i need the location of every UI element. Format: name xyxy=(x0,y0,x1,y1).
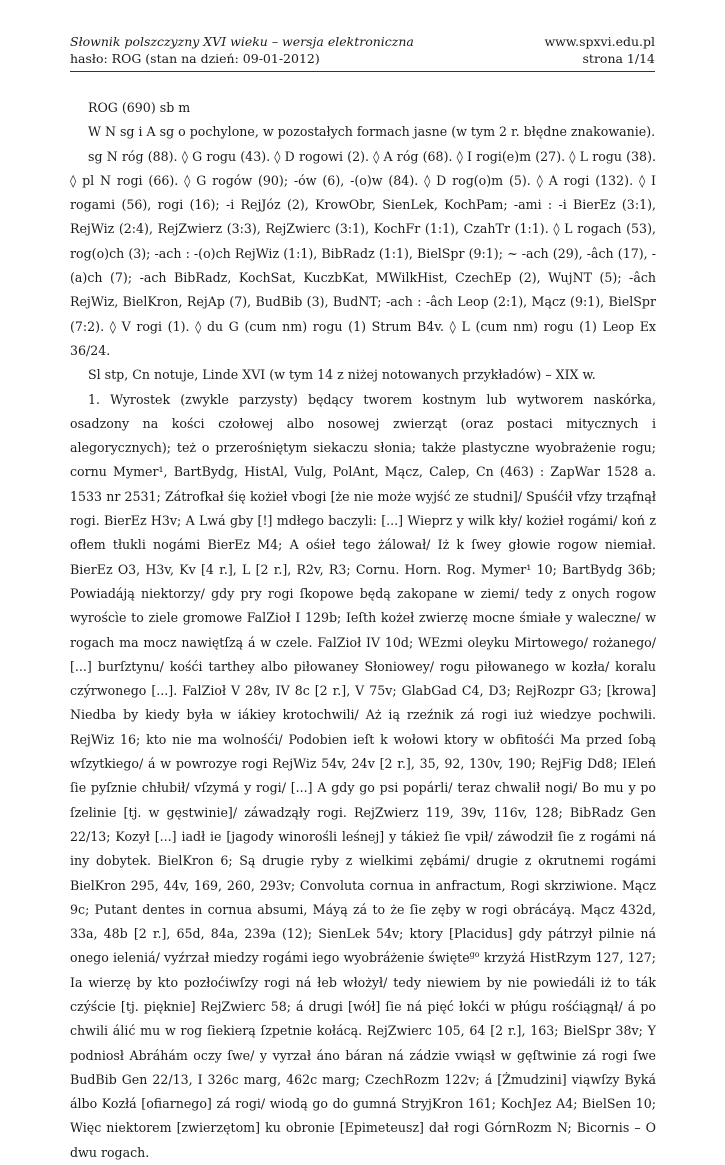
paragraph-text: sg N róg (88). ◊ G rogu (43). ◊ D rogowi (2). ◊ A róg (68). ◊ I rogi(e)m (27). ◊ L rogu (38). ◊ pl N rogi (66). ◊ G rogów (90); -ów (6), -(o)w (84). ◊ D rog(o)m (5). ◊ A rogi (132). ◊ I rogami (56), rogi (16); -i RejJóz (2), KrowObr, SienLek, KochPam; -ami : -i BierEz (3:1), RejWiz (2:4), RejZwierz (3:3), RejZwierc (3:1), KochFr (1:1), CzahTr (1:1). ◊ L rogach (53), rog(o)ch (3); -ach : -(o)ch RejWiz (1:1), BibRadz (1:1), BielSpr (9:1); ~ -ach (29), -âch (17), -(a)ch (7); -ach BibRadz, KochSat, KuczbKat, MWilkHist, CzechEp (2), WujNT (5); -âch RejWiz, BielKron, RejAp (7), BudBib (3), BudNT; -ach : -âch Leop (2:1), Mącz (9:1), BielSpr (7:2). ◊ V rogi (1). ◊ du G (cum nm) rogu (1) Strum B4v. ◊ L (cum nm) rogu (1) Leop Ex 36/24. xyxy=(70,148,656,358)
entry-headword-line xyxy=(70,96,656,120)
paragraph-text: Sl stp, Cn notuje, Linde XVI (w tym 14 z niżej notowanych przykładów) – XIX w. xyxy=(88,367,596,383)
entry-form-note xyxy=(70,120,656,144)
paragraph-text: 1. Wyrostek (zwykle parzysty) będący tworem kostnym lub wytworem naskórka, osadzony na kości czołowej albo nosowej zwierząt (oraz postaci mitycznych i alegorycznych); też o przerośniętym siekaczu słonia; także plastyczne wyobrażenie rogu; cornu Mymer¹, BartBydg, HistAl, Vulg, PolAnt, Mącz, Calep, Cn (463) : ZapWar 1528 a. 1533 nr 2531; Zátrofkał śię kożieł vbogi [że nie może wyjść ze studni]/ Spuśćił vfzy trząfnął rogi. BierEz H3v; A Lwá gby [!] mdłego baczyli: [...] Wieprz y wilk kły/ kożieł rogámi/ koń z ofłem tłukli nogámi BierEz M4; A ośieł tego żálował/ Iż k ſwey głowie rogow niemiał. BierEz O3, H3v, Kv [4 r.], L [2 r.], R2v, R3; Cornu. Horn. Rog. Mymer¹ 10; BartBydg 36b; Powiadáją niektorzy/ gdy pry rogi ſkopowe będą zakopane w ziemi/ tedy z onych rogow wyroścìe to ziele gromowe FalZioł I 129b; Ieſth kożeł zwierzę mocne śmiałe y waleczne/ w rogach ma mocz nawiętſzą á w czele. FalZioł IV 10d; WEzmi oleyku Mirtowego/ rożanego/ [...] burſztynu/ kośći tarthey albo piłowaney Słoniowey/ rogu piłowanego w kozła/ koralu czýrwonego [...]. FalZioł V 28v, IV 8c [2 r.], V 75v; GlabGad C4, D3; RejRozpr G3; [krowa] Niedba by kiedy była w iákiey krotochwili/ Aż ią rzeźnik zá rogi iuż wiedzye pochwili. RejWiz 16; kto nie ma wolnośći/ Podobien ieſt k wołowi ktory w obfitośći Ma przed ſobą wſzytkiego/ á w powrozye rogi RejWiz 54v, 24v [2 r.], 35, 92, 130v, 190; RejFig Dd8; IEleń ſie pyſznie chłubił/ vſzymá y rogi/ [...] A gdy go psi popárli/ teraz chwalił nogi/ Bo mu y po ſzelinie [tj. w gęstwinie]/ záwadząły rogi. RejZwierz 119, 39v, 116v, 128; BibRadz Gen 22/13; Kozył [...] iadł ie [jagody winorośli leśnej] y tákież ſie vpił/ záwodził ſie z rogámi ná iny dobytek. BielKron 6; Są drugie ryby z wielkimi zębámi/ drugie z okrutnemi rogámi BielKron 295, 44v, 169, 260, 293v; Convoluta cornua in anfractum, Rogi skrziwione. Mącz 9c; Putant dentes in cornua absumi, Máyą zá to że ſie zęby w rogi obrácáyą. Mącz 432d, 33a, 48b [2 r.], 65d, 84a, 239a (12); SienLek 54v; ktory [Placidus] gdy pátrzył pilnie ná onego ieleniá/ vyźrzał miedzy rogámi iego wyobráżenie święte$^{go}$ krzyżá HistRzym 127, 127; Ia wierzę by kto pozłoćiwſzy rogi ná łeb włożył/ tedy niewiem by nie powiedáli iż to ták czýście [tj. pięknie] RejZwierc 58; á drugi [wół] ſie ná pięć łokći w płúgu rośćiągnął/ á po chwili álić mu w rog ſiekierą ſzpetnie kołácą. RejZwierc 105, 64 [2 r.], 163; BielSpr 38v; Y podniosł Abráhám oczy ſwe/ y vyrzał áno báran ná zádzie vwiąsł w gęſtwinie zá rogi ſwe BudBib Gen 22/13, I 326c marg, 462c marg; CzechRozm 122v; á [Żmudzini] viąwſzy Byká álbo Kozłá [ofiarnego] zá rogi/ wiodą go do gumná StryjKron 161; KochJez A4; BielSen 10; Więc niektorem [zwierzętom] ku obronie [Epimeteusz] dał rogi GórnRozm N; Bicornis – O dwu rogach. xyxy=(70,391,656,1160)
entry-sources xyxy=(70,363,656,387)
header-url[interactable]: www.spxvi.edu.pl xyxy=(544,34,655,49)
page-header xyxy=(70,33,655,67)
paragraph-text: ROG (690) sb m xyxy=(88,100,191,115)
entry-inflection xyxy=(70,145,656,364)
header-entry-line: hasło: ROG (stan na dzień: 09-01-2012) xyxy=(70,51,320,66)
header-divider xyxy=(70,71,655,72)
entry-sense-1 xyxy=(70,388,656,1165)
dictionary-entry-body xyxy=(70,96,656,1165)
header-page-label: strona 1/14 xyxy=(582,51,655,66)
header-title: Słownik polszczyzny XVI wieku – wersja elektroniczna xyxy=(70,34,414,49)
paragraph-text: W N sg i A sg o pochylone, w pozostałych formach jasne (w tym 2 r. błędne znakowanie). xyxy=(88,124,656,140)
